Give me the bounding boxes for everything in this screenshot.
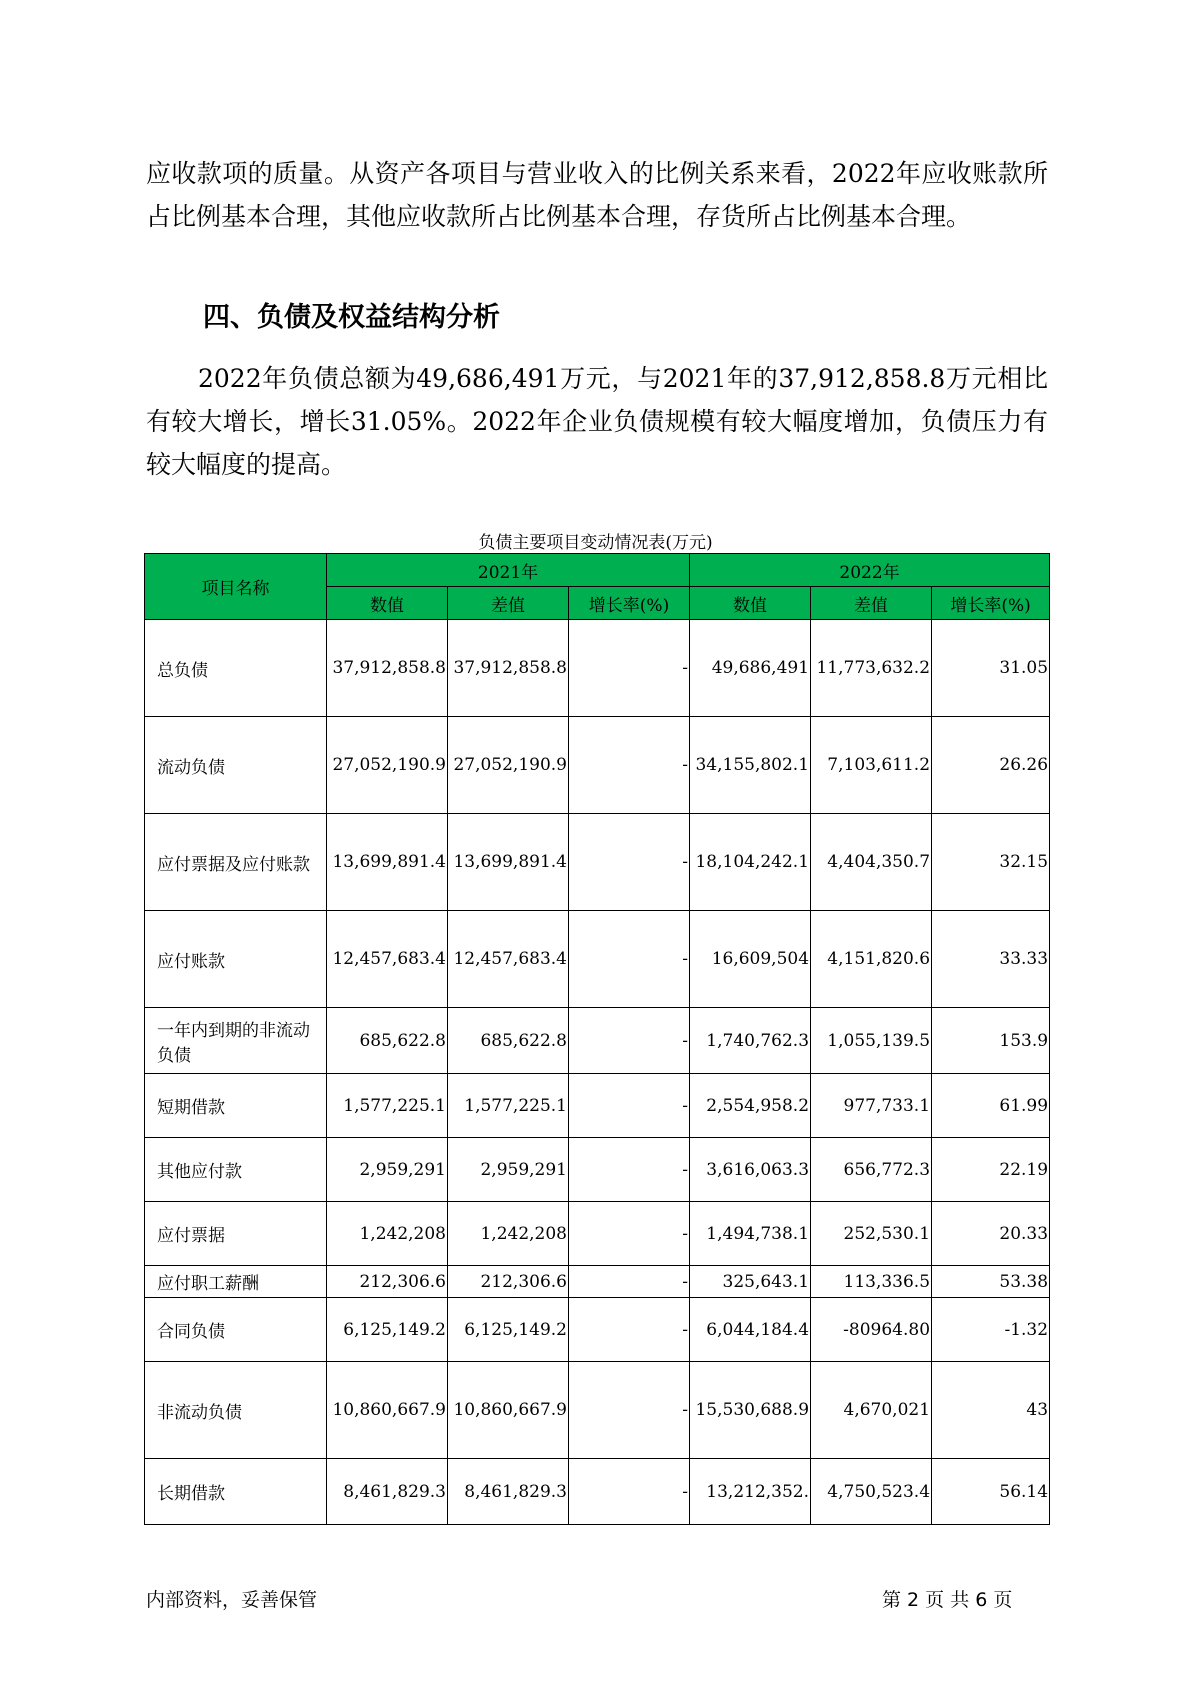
header-diff-2022: 差值: [811, 587, 932, 620]
cell-v2022: 49,686,491: [690, 620, 811, 717]
cell-name: 短期借款: [145, 1074, 327, 1138]
cell-v2021: 2,959,291: [327, 1138, 448, 1202]
table-row: [145, 814, 1050, 911]
body-paragraph-2: 2022年负债总额为49,686,491万元，与2021年的37,912,858.8万元相比有较大增长，增长31.05%。2022年企业负债规模有较大幅度增加，负债压力有较大幅度的提高。: [146, 364, 1048, 479]
cell-g2021: -: [569, 1008, 690, 1074]
body-paragraph-1: 应收款项的质量。从资产各项目与营业收入的比例关系来看，2022年应收账款所占比例基本合理，其他应收款所占比例基本合理，存货所占比例基本合理。: [146, 159, 1048, 231]
header-year-2021: 2021年: [327, 554, 690, 587]
cell-name: 流动负债: [145, 717, 327, 814]
cell-v2022: 18,104,242.1: [690, 814, 811, 911]
cell-name: 合同负债: [145, 1298, 327, 1362]
cell-v2021: 685,622.8: [327, 1008, 448, 1074]
table-row: [145, 1074, 1050, 1138]
header-item-name: 项目名称: [145, 554, 327, 620]
cell-v2021: 12,457,683.4: [327, 911, 448, 1008]
cell-name: 一年内到期的非流动负债: [145, 1008, 327, 1074]
cell-g2022: 153.9: [932, 1008, 1050, 1074]
table-row: [145, 717, 1050, 814]
header-diff-2021: 差值: [448, 587, 569, 620]
cell-v2021: 10,860,667.9: [327, 1362, 448, 1459]
cell-v2022: 1,494,738.1: [690, 1202, 811, 1266]
cell-v2022: 6,044,184.4: [690, 1298, 811, 1362]
cell-g2021: -: [569, 1298, 690, 1362]
cell-g2021: -: [569, 1459, 690, 1525]
cell-d2022: 11,773,632.2: [811, 620, 932, 717]
cell-name: 应付票据及应付账款: [145, 814, 327, 911]
cell-d2021: 37,912,858.8: [448, 620, 569, 717]
cell-g2022: 31.05: [932, 620, 1050, 717]
header-growth-2021: 增长率(%): [569, 587, 690, 620]
cell-v2021: 8,461,829.3: [327, 1459, 448, 1525]
cell-v2021: 212,306.6: [327, 1266, 448, 1298]
cell-g2021: -: [569, 1362, 690, 1459]
table-row: [145, 1008, 1050, 1074]
liability-table: [144, 553, 1050, 1525]
table-row: [145, 1362, 1050, 1459]
table-row: [145, 1138, 1050, 1202]
cell-d2021: 27,052,190.9: [448, 717, 569, 814]
table-row: [145, 620, 1050, 717]
cell-d2022: 656,772.3: [811, 1138, 932, 1202]
cell-g2022: 22.19: [932, 1138, 1050, 1202]
cell-name: 长期借款: [145, 1459, 327, 1525]
cell-v2022: 325,643.1: [690, 1266, 811, 1298]
cell-v2022: 15,530,688.9: [690, 1362, 811, 1459]
cell-d2022: 977,733.1: [811, 1074, 932, 1138]
cell-d2021: 10,860,667.9: [448, 1362, 569, 1459]
cell-d2021: 12,457,683.4: [448, 911, 569, 1008]
cell-d2022: 4,750,523.4: [811, 1459, 932, 1525]
cell-v2021: 6,125,149.2: [327, 1298, 448, 1362]
header-value-2021: 数值: [327, 587, 448, 620]
cell-g2021: -: [569, 814, 690, 911]
cell-v2022: 16,609,504: [690, 911, 811, 1008]
cell-v2021: 13,699,891.4: [327, 814, 448, 911]
cell-g2022: 56.14: [932, 1459, 1050, 1525]
cell-v2022: 1,740,762.3: [690, 1008, 811, 1074]
cell-g2021: -: [569, 717, 690, 814]
table-row: [145, 1298, 1050, 1362]
cell-d2021: 13,699,891.4: [448, 814, 569, 911]
page-number: 第 2 页 共 6 页: [882, 1589, 1013, 1611]
cell-g2021: -: [569, 1202, 690, 1266]
cell-g2022: 53.38: [932, 1266, 1050, 1298]
cell-v2022: 34,155,802.1: [690, 717, 811, 814]
cell-d2021: 8,461,829.3: [448, 1459, 569, 1525]
cell-v2022: 13,212,352.: [690, 1459, 811, 1525]
cell-g2022: 33.33: [932, 911, 1050, 1008]
cell-name: 应付账款: [145, 911, 327, 1008]
cell-v2021: 1,242,208: [327, 1202, 448, 1266]
table-row: [145, 1459, 1050, 1525]
cell-g2022: 32.15: [932, 814, 1050, 911]
cell-d2022: -80964.80: [811, 1298, 932, 1362]
table-body: [145, 620, 1050, 1525]
table-row: [145, 911, 1050, 1008]
table-row: [145, 1266, 1050, 1298]
cell-g2021: -: [569, 1138, 690, 1202]
cell-g2021: -: [569, 911, 690, 1008]
cell-d2022: 252,530.1: [811, 1202, 932, 1266]
cell-v2021: 1,577,225.1: [327, 1074, 448, 1138]
table-caption: 负债主要项目变动情况表(万元): [478, 533, 713, 553]
cell-v2021: 37,912,858.8: [327, 620, 448, 717]
cell-name: 应付职工薪酬: [145, 1266, 327, 1298]
cell-g2021: -: [569, 620, 690, 717]
table-row: [145, 1202, 1050, 1266]
cell-g2022: 61.99: [932, 1074, 1050, 1138]
cell-name: 应付票据: [145, 1202, 327, 1266]
cell-d2022: 1,055,139.5: [811, 1008, 932, 1074]
cell-v2022: 2,554,958.2: [690, 1074, 811, 1138]
cell-d2021: 6,125,149.2: [448, 1298, 569, 1362]
cell-g2022: 26.26: [932, 717, 1050, 814]
cell-d2022: 4,151,820.6: [811, 911, 932, 1008]
cell-d2021: 1,242,208: [448, 1202, 569, 1266]
cell-name: 其他应付款: [145, 1138, 327, 1202]
cell-d2021: 685,622.8: [448, 1008, 569, 1074]
footer-note: 内部资料，妥善保管: [146, 1589, 318, 1611]
cell-g2021: -: [569, 1074, 690, 1138]
cell-name: 总负债: [145, 620, 327, 717]
header-growth-2022: 增长率(%): [932, 587, 1050, 620]
cell-name: 非流动负债: [145, 1362, 327, 1459]
cell-d2022: 7,103,611.2: [811, 717, 932, 814]
cell-v2021: 27,052,190.9: [327, 717, 448, 814]
cell-d2021: 2,959,291: [448, 1138, 569, 1202]
cell-d2022: 4,404,350.7: [811, 814, 932, 911]
cell-d2021: 212,306.6: [448, 1266, 569, 1298]
cell-g2021: -: [569, 1266, 690, 1298]
header-year-2022: 2022年: [690, 554, 1050, 587]
cell-d2022: 4,670,021: [811, 1362, 932, 1459]
cell-g2022: 43: [932, 1362, 1050, 1459]
cell-g2022: 20.33: [932, 1202, 1050, 1266]
cell-v2022: 3,616,063.3: [690, 1138, 811, 1202]
header-value-2022: 数值: [690, 587, 811, 620]
cell-g2022: -1.32: [932, 1298, 1050, 1362]
cell-d2022: 113,336.5: [811, 1266, 932, 1298]
section-heading: 四、负债及权益结构分析: [203, 302, 500, 333]
cell-d2021: 1,577,225.1: [448, 1074, 569, 1138]
